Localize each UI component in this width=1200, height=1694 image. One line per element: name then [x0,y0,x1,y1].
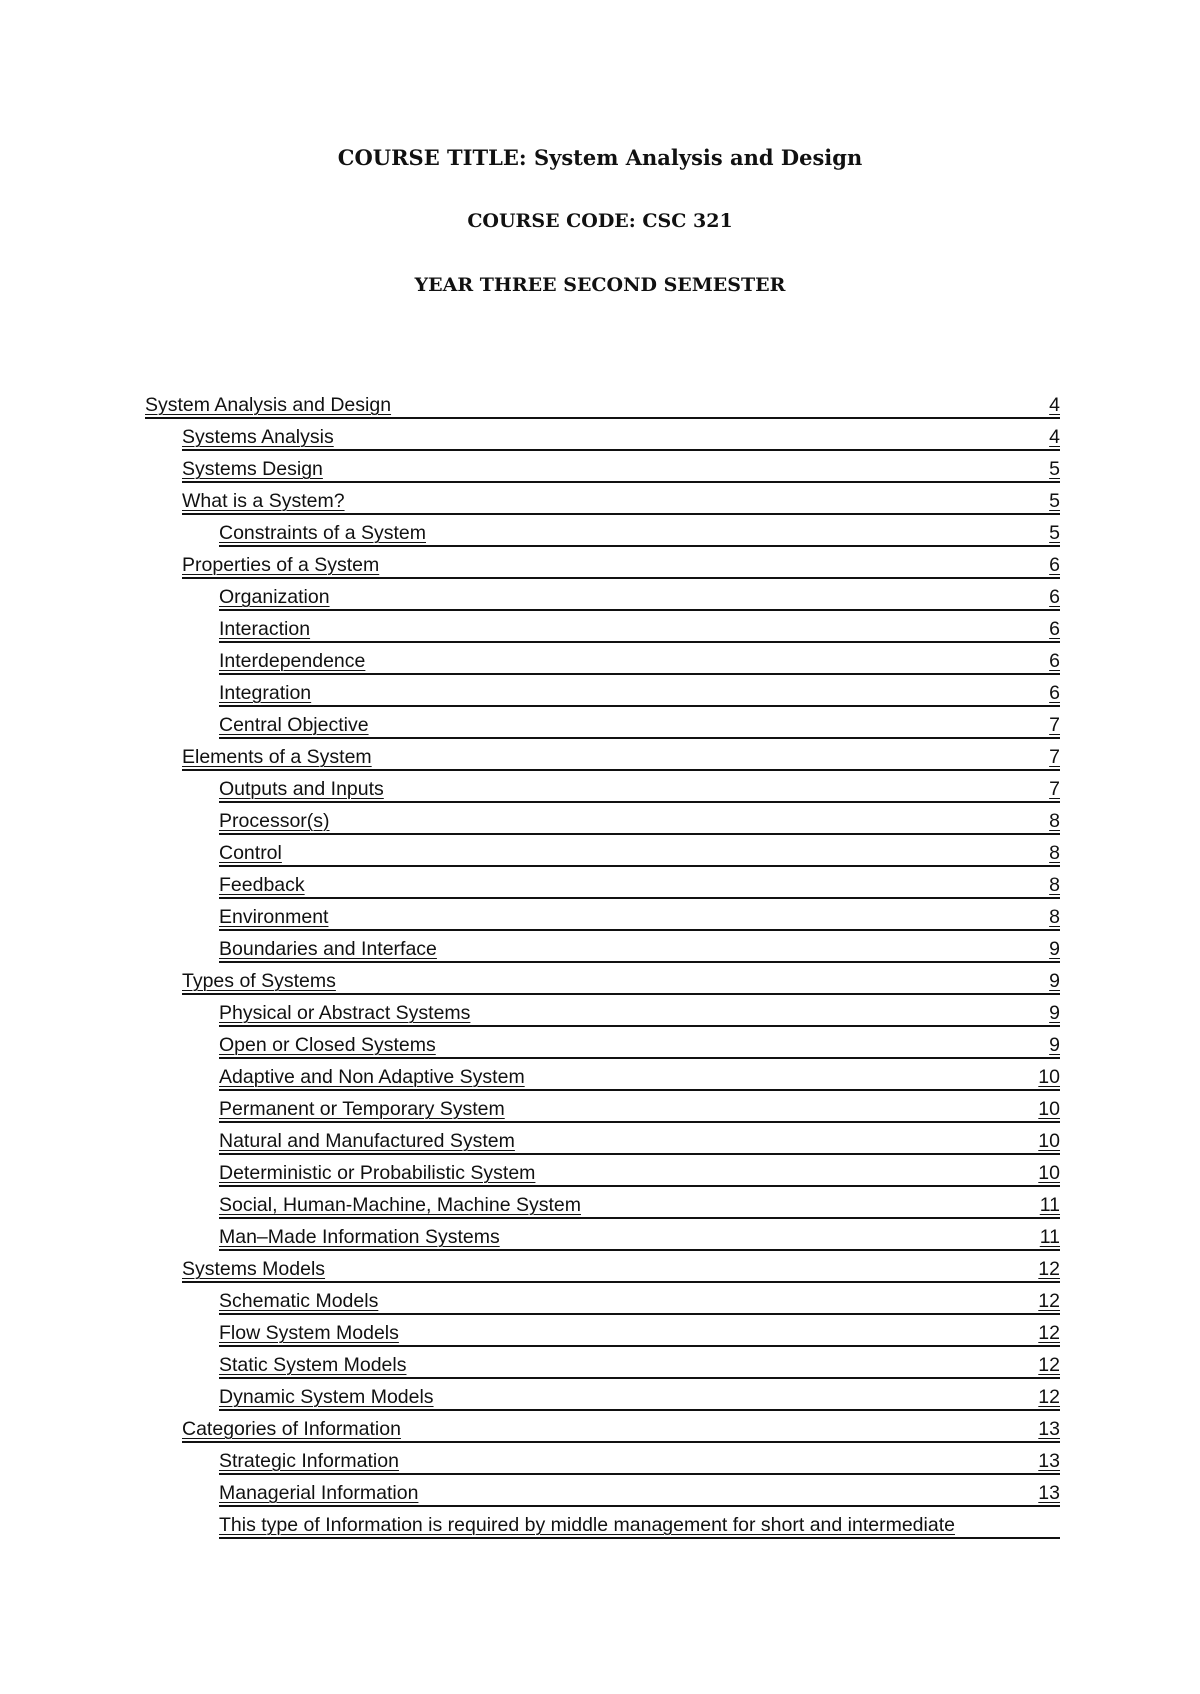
toc-entry[interactable] [219,1061,1060,1091]
toc-entry[interactable] [182,1413,1060,1443]
toc-entry-label: Systems Analysis [182,426,334,448]
toc-entry-label: Social, Human-Machine, Machine System [219,1194,581,1216]
toc-entry-label: Open or Closed Systems [219,1034,436,1056]
toc-entry[interactable] [219,1125,1060,1155]
toc-entry-label: Control [219,842,282,864]
toc-entry[interactable] [219,1189,1060,1219]
toc-entry[interactable] [219,677,1060,707]
toc-entry-label: System Analysis and Design [145,394,392,416]
toc-entry-label: Managerial Information [219,1482,419,1504]
toc-entry-label: Elements of a System [182,746,372,768]
toc-entry-label: Organization [219,586,330,608]
toc-page-number: 8 [1049,906,1060,928]
toc-entry-label: This type of Information is required by middle management for short and intermediate [219,1514,955,1536]
toc-page-number: 8 [1049,810,1060,832]
toc-page-number: 5 [1049,522,1060,544]
toc-entry-label: Deterministic or Probabilistic System [219,1162,536,1184]
toc-page-number: 10 [1038,1130,1060,1152]
toc-page-number: 12 [1038,1386,1060,1408]
toc-entry[interactable] [219,581,1060,611]
toc-entry[interactable] [219,997,1060,1027]
toc-page-number: 12 [1038,1354,1060,1376]
toc-entry[interactable] [219,933,1060,963]
toc-entry-label: Static System Models [219,1354,407,1376]
toc-entry-label: Dynamic System Models [219,1386,434,1408]
toc-page-number: 6 [1049,554,1060,576]
toc-entry-label: Strategic Information [219,1450,399,1472]
toc-page-number: 6 [1049,586,1060,608]
toc-entry[interactable] [182,965,1060,995]
toc-entry[interactable] [219,1093,1060,1123]
toc-entry[interactable] [219,773,1060,803]
toc-page-number: 11 [1039,1226,1060,1248]
toc-entry-label: Environment [219,906,329,928]
toc-entry-label: Interdependence [219,650,366,672]
toc-entry[interactable] [219,1509,1060,1539]
toc-entry[interactable] [219,1285,1060,1315]
toc-page-number: 9 [1049,938,1060,960]
toc-entry[interactable] [145,389,1060,419]
toc-page-number: 10 [1038,1162,1060,1184]
toc-page-number: 7 [1049,714,1060,736]
toc-entry-label: Man–Made Information Systems [219,1226,500,1248]
toc-page-number: 4 [1049,426,1060,448]
toc-entry-label: Schematic Models [219,1290,379,1312]
toc-entry-label: Integration [219,682,312,704]
toc-page-number: 13 [1038,1450,1060,1472]
toc-entry[interactable] [219,1381,1060,1411]
toc-page-number: 12 [1038,1322,1060,1344]
toc-entry-label: Properties of a System [182,554,380,576]
toc-entry[interactable] [219,1445,1060,1475]
toc-page-number: 13 [1038,1482,1060,1504]
toc-entry[interactable] [219,1477,1060,1507]
toc-page-number: 8 [1049,842,1060,864]
toc-page-number: 6 [1049,682,1060,704]
toc-page-number: 7 [1049,778,1060,800]
toc-entry[interactable] [219,709,1060,739]
toc-entry-label: Feedback [219,874,305,896]
toc-entry[interactable] [182,741,1060,771]
toc-page-number: 5 [1049,490,1060,512]
toc-page-number: 9 [1049,1002,1060,1024]
toc-entry[interactable] [219,1157,1060,1187]
toc-entry[interactable] [219,1029,1060,1059]
toc-page-number: 6 [1049,650,1060,672]
toc-entry-label: Outputs and Inputs [219,778,384,800]
toc-entry-label: Processor(s) [219,810,330,832]
toc-entry-label: Physical or Abstract Systems [219,1002,471,1024]
toc-page-number: 10 [1038,1066,1060,1088]
toc-entry[interactable] [219,837,1060,867]
toc-entry-label: Interaction [219,618,311,640]
toc-page-number: 9 [1049,970,1060,992]
toc-entry-label: Categories of Information [182,1418,401,1440]
toc-page-number: 9 [1049,1034,1060,1056]
toc-entry[interactable] [182,485,1060,515]
toc-entry-label: Systems Design [182,458,323,480]
toc-entry-label: Adaptive and Non Adaptive System [219,1066,525,1088]
toc-entry-label: Types of Systems [182,970,336,992]
toc-page-number: 5 [1049,458,1060,480]
toc-entry-label: Central Objective [219,714,369,736]
toc-entry-label: Flow System Models [219,1322,399,1344]
toc-page-number: 4 [1049,394,1060,416]
toc-entry[interactable] [219,645,1060,675]
toc-page-number: 7 [1049,746,1060,768]
toc-entry-label: Natural and Manufactured System [219,1130,515,1152]
course-title: COURSE TITLE: System Analysis and Design [337,145,863,170]
toc-entry-label: Boundaries and Interface [219,938,437,960]
toc-entry[interactable] [219,1349,1060,1379]
toc-entry-label: Constraints of a System [219,522,426,544]
toc-page-number: 12 [1038,1258,1060,1280]
toc-page-number: 12 [1038,1290,1060,1312]
toc-entry-label: Permanent or Temporary System [219,1098,505,1120]
toc-entry[interactable] [182,453,1060,483]
toc-page-number: 11 [1039,1194,1060,1216]
toc-page-number: 8 [1049,874,1060,896]
toc-entry-label: Systems Models [182,1258,326,1280]
toc-page-number: 13 [1038,1418,1060,1440]
toc-entry[interactable] [219,1317,1060,1347]
toc-page-number: 6 [1049,618,1060,640]
toc-entry-label: What is a System? [182,490,345,512]
toc-entry[interactable] [182,549,1060,579]
toc-entry[interactable] [219,869,1060,899]
toc-entry[interactable] [219,517,1060,547]
toc-entry[interactable] [182,421,1060,451]
toc-entry[interactable] [182,1253,1060,1283]
toc-page-number: 10 [1038,1098,1060,1120]
toc-entry[interactable] [219,805,1060,835]
semester-heading: YEAR THREE SECOND SEMESTER [414,274,786,296]
toc-entry[interactable] [219,1221,1060,1251]
toc-entry[interactable] [219,901,1060,931]
toc-entry[interactable] [219,613,1060,643]
course-code: COURSE CODE: CSC 321 [467,210,733,232]
